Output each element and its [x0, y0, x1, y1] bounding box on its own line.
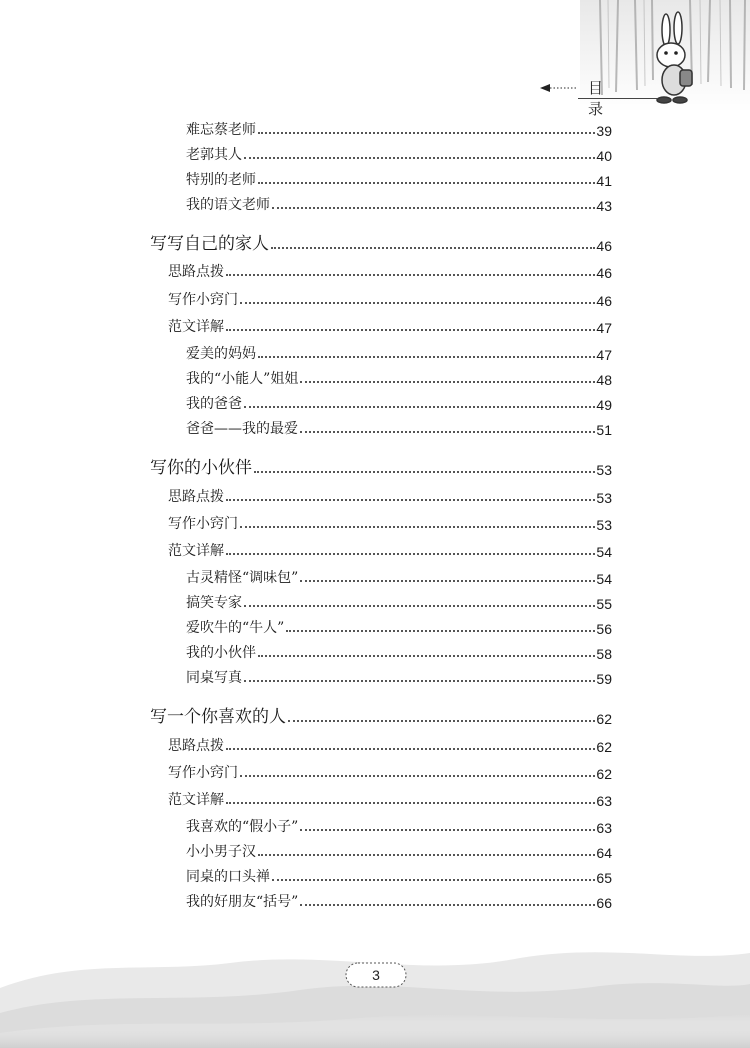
toc-section[interactable]: 写作小窍门 46 — [168, 292, 612, 309]
dot-leader — [288, 720, 595, 722]
dot-leader — [286, 630, 595, 632]
dot-leader — [258, 655, 595, 657]
toc-section[interactable]: 写作小窍门 62 — [168, 765, 612, 782]
toc-article[interactable]: 老郭其人 40 — [186, 147, 612, 164]
toc-article[interactable]: 同桌的口头禅 65 — [186, 869, 612, 886]
dot-leader — [226, 553, 595, 555]
toc-article[interactable]: 小小男子汉 64 — [186, 844, 612, 861]
toc-chapter[interactable]: 写一个你喜欢的人 62 — [150, 707, 612, 727]
toc-article[interactable]: 爱美的妈妈 47 — [186, 346, 612, 363]
dot-leader — [226, 499, 595, 501]
toc-section[interactable]: 思路点拨 53 — [168, 489, 612, 506]
toc-article[interactable]: 我的小伙伴 58 — [186, 645, 612, 662]
toc-article[interactable]: 特别的老师 41 — [186, 172, 612, 189]
dot-leader — [258, 356, 595, 358]
dot-leader — [272, 207, 595, 209]
dot-leader — [300, 904, 595, 906]
toc-article[interactable]: 我的爸爸 49 — [186, 396, 612, 413]
toc-chapter[interactable]: 写写自己的家人 46 — [150, 234, 612, 254]
toc-article[interactable]: 同桌写真 59 — [186, 670, 612, 687]
dot-leader — [240, 302, 595, 304]
dot-leader — [300, 431, 595, 433]
dot-leader — [226, 748, 595, 750]
header-underline — [578, 98, 658, 99]
dot-leader — [244, 406, 595, 408]
dot-leader — [300, 381, 595, 383]
dot-leader — [226, 274, 595, 276]
dot-leader — [258, 132, 595, 134]
dot-leader — [240, 526, 595, 528]
dot-leader — [272, 879, 595, 881]
dot-leader — [271, 247, 595, 249]
dot-leader — [244, 157, 595, 159]
toc-article[interactable]: 我的好朋友“括号” 66 — [186, 894, 612, 911]
toc-article[interactable]: 我的“小能人”姐姐 48 — [186, 371, 612, 388]
dot-leader — [258, 182, 595, 184]
toc-section[interactable]: 范文详解 63 — [168, 792, 612, 809]
toc-article[interactable]: 我喜欢的“假小子” 63 — [186, 819, 612, 836]
toc-article[interactable]: 难忘蔡老师 39 — [186, 122, 612, 139]
section-header-label: 目 录 — [588, 79, 610, 118]
toc-article[interactable]: 搞笑专家 55 — [186, 595, 612, 612]
toc-article[interactable]: 爸爸——我的最爱 51 — [186, 421, 612, 438]
toc-article[interactable]: 古灵精怪“调味包” 54 — [186, 570, 612, 587]
toc-section[interactable]: 思路点拨 62 — [168, 738, 612, 755]
dot-leader — [240, 775, 595, 777]
dot-leader — [244, 680, 595, 682]
toc-article[interactable]: 爱吹牛的“牛人” 56 — [186, 620, 612, 637]
toc-section[interactable]: 思路点拨 46 — [168, 264, 612, 281]
dot-leader — [254, 471, 595, 473]
toc-section[interactable]: 范文详解 54 — [168, 543, 612, 560]
section-header — [540, 78, 630, 118]
toc-section[interactable]: 写作小窍门 53 — [168, 516, 612, 533]
dot-leader — [226, 329, 595, 331]
toc-article[interactable]: 我的语文老师 43 — [186, 197, 612, 214]
arrow-left-icon — [540, 83, 580, 93]
dot-leader — [300, 829, 595, 831]
dot-leader — [226, 802, 595, 804]
toc-section[interactable]: 范文详解 47 — [168, 319, 612, 336]
dot-leader — [300, 580, 595, 582]
page-number — [345, 962, 407, 988]
toc-chapter[interactable]: 写你的小伙伴 53 — [150, 458, 612, 478]
page-number-value: 3 — [372, 967, 380, 983]
dot-leader — [258, 854, 595, 856]
dot-leader — [244, 605, 595, 607]
